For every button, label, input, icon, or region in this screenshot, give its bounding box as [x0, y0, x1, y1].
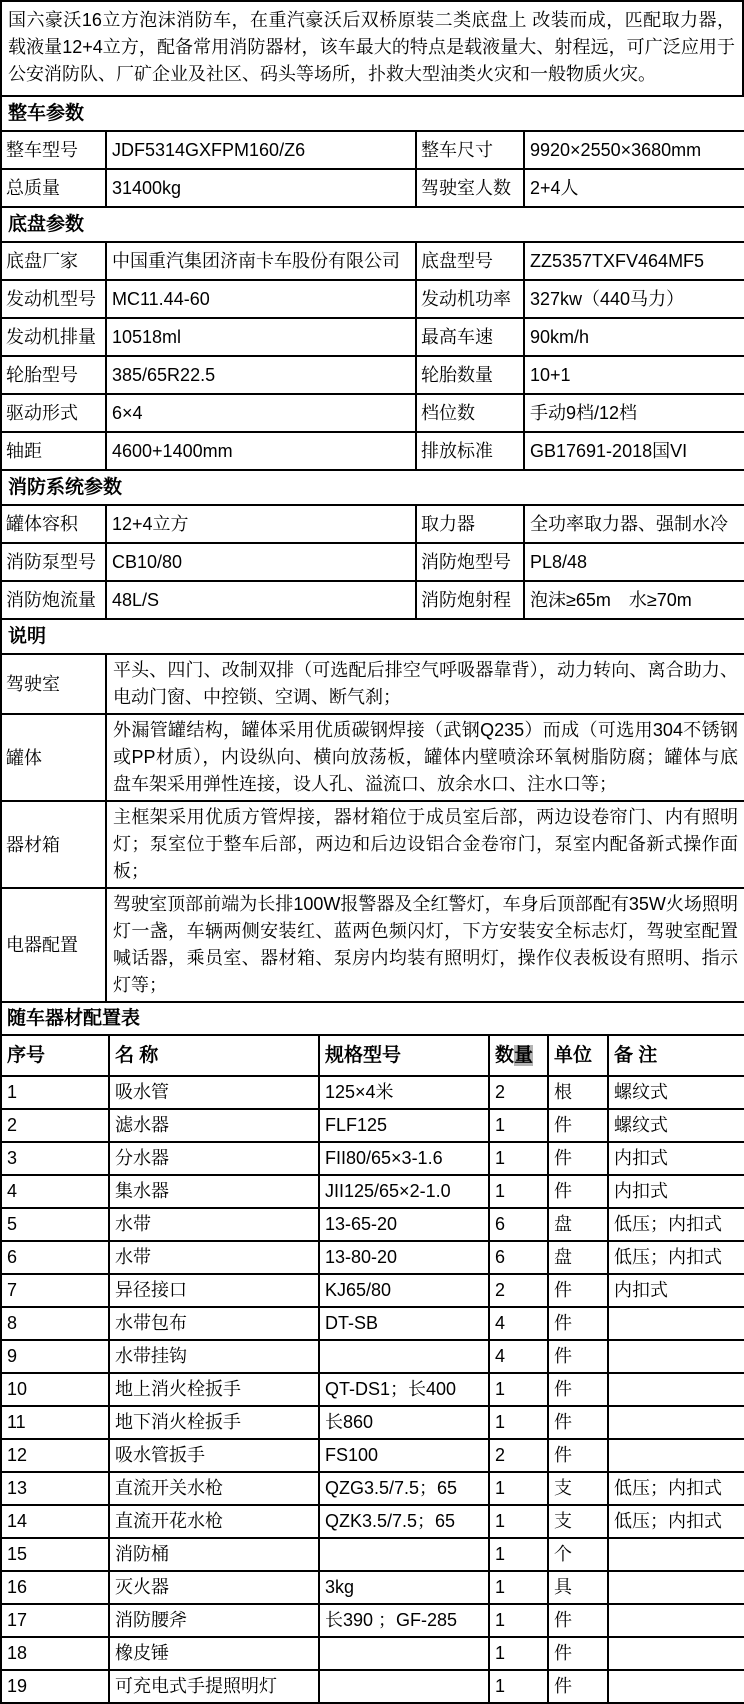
equipment-note: 低压；内扣式: [608, 1241, 744, 1274]
equipment-spec: [319, 1340, 489, 1373]
equipment-no: 17: [1, 1604, 109, 1637]
param-label: 排放标准: [416, 432, 524, 470]
equipment-qty: 1: [489, 1175, 548, 1208]
equipment-qty: 2: [489, 1439, 548, 1472]
equipment-name: 吸水管: [109, 1076, 319, 1109]
equipment-table: [0, 1001, 744, 1704]
param-value: 全功率取力器、强制水冷: [524, 505, 744, 543]
equipment-unit: 件: [548, 1175, 608, 1208]
equipment-spec: QZG3.5/7.5；65: [319, 1472, 489, 1505]
param-label: 罐体容积: [1, 505, 106, 543]
equipment-no: 7: [1, 1274, 109, 1307]
param-label: 消防炮射程: [416, 581, 524, 619]
equipment-qty: 1: [489, 1571, 548, 1604]
param-value: 10518ml: [106, 318, 416, 356]
param-value: 中国重汽集团济南卡车股份有限公司: [106, 242, 416, 280]
equipment-name: 集水器: [109, 1175, 319, 1208]
equipment-name: 滤水器: [109, 1109, 319, 1142]
equipment-unit: 件: [548, 1274, 608, 1307]
equipment-qty: 6: [489, 1241, 548, 1274]
equipment-spec: 长860: [319, 1406, 489, 1439]
note-label: 电器配置: [1, 888, 106, 1002]
param-row: [1, 356, 744, 394]
equipment-unit: 件: [548, 1670, 608, 1703]
equipment-note: 内扣式: [608, 1175, 744, 1208]
param-value: 手动9档/12档: [524, 394, 744, 432]
equipment-note: [608, 1604, 744, 1637]
param-label: 发动机功率: [416, 280, 524, 318]
equipment-spec: 125×4米: [319, 1076, 489, 1109]
col-header-qty-highlighted-text: 量: [514, 1045, 534, 1066]
note-row: [1, 801, 744, 888]
equipment-qty: 6: [489, 1208, 548, 1241]
param-row: [1, 581, 744, 619]
equipment-spec: 3kg: [319, 1571, 489, 1604]
equipment-no: 8: [1, 1307, 109, 1340]
equipment-spec: 长390 ；GF-285: [319, 1604, 489, 1637]
equipment-unit: 个: [548, 1538, 608, 1571]
equipment-qty: 1: [489, 1472, 548, 1505]
equipment-note: 低压；内扣式: [608, 1472, 744, 1505]
equipment-note: [608, 1307, 744, 1340]
equipment-unit: 件: [548, 1406, 608, 1439]
equipment-name: 消防腰斧: [109, 1604, 319, 1637]
equipment-no: 15: [1, 1538, 109, 1571]
equipment-name: 分水器: [109, 1142, 319, 1175]
param-value: GB17691-2018国VI: [524, 432, 744, 470]
param-value: CB10/80: [106, 543, 416, 581]
param-row: [1, 242, 744, 280]
equipment-unit: 件: [548, 1142, 608, 1175]
param-label: 发动机型号: [1, 280, 106, 318]
param-value: 48L/S: [106, 581, 416, 619]
equipment-qty: 1: [489, 1109, 548, 1142]
equipment-note: 内扣式: [608, 1142, 744, 1175]
equipment-row: [1, 1538, 744, 1571]
param-value: 12+4立方: [106, 505, 416, 543]
equipment-note: [608, 1571, 744, 1604]
equipment-name: 消防桶: [109, 1538, 319, 1571]
param-row: [1, 131, 744, 169]
param-label: 整车尺寸: [416, 131, 524, 169]
equipment-header-row: [1, 1035, 744, 1076]
section-title-equipment: 随车器材配置表: [1, 1002, 744, 1035]
equipment-unit: 件: [548, 1307, 608, 1340]
equipment-row: [1, 1670, 744, 1703]
equipment-qty: 4: [489, 1340, 548, 1373]
equipment-name: 异径接口: [109, 1274, 319, 1307]
equipment-row: [1, 1109, 744, 1142]
equipment-qty: 1: [489, 1538, 548, 1571]
equipment-unit: 具: [548, 1571, 608, 1604]
vehicle-params-table: [0, 95, 744, 208]
section-title-chassis-params: 底盘参数: [1, 207, 744, 242]
equipment-name: 水带挂钩: [109, 1340, 319, 1373]
param-label: 整车型号: [1, 131, 106, 169]
param-label: 档位数: [416, 394, 524, 432]
equipment-spec: [319, 1637, 489, 1670]
equipment-qty: 1: [489, 1670, 548, 1703]
equipment-unit: 根: [548, 1076, 608, 1109]
note-label: 器材箱: [1, 801, 106, 888]
param-value: 10+1: [524, 356, 744, 394]
equipment-no: 4: [1, 1175, 109, 1208]
equipment-unit: 件: [548, 1604, 608, 1637]
param-row: [1, 280, 744, 318]
equipment-unit: 件: [548, 1109, 608, 1142]
equipment-no: 1: [1, 1076, 109, 1109]
equipment-qty: 4: [489, 1307, 548, 1340]
equipment-unit: 盘: [548, 1208, 608, 1241]
param-label: 底盘型号: [416, 242, 524, 280]
param-row: [1, 505, 744, 543]
equipment-note: [608, 1340, 744, 1373]
equipment-row: [1, 1604, 744, 1637]
note-text: 主框架采用优质方管焊接，器材箱位于成员室后部，两边设卷帘门、内有照明灯；泵室位于整车后部，两边和后边设铝合金卷帘门，泵室内配备新式操作面板；: [106, 801, 744, 888]
section-title-row: [1, 470, 744, 505]
equipment-note: 低压；内扣式: [608, 1505, 744, 1538]
param-value: JDF5314GXFPM160/Z6: [106, 131, 416, 169]
equipment-spec: QT-DS1；长400: [319, 1373, 489, 1406]
equipment-name: 橡皮锤: [109, 1637, 319, 1670]
equipment-note: 螺纹式: [608, 1109, 744, 1142]
equipment-name: 可充电式手提照明灯: [109, 1670, 319, 1703]
equipment-no: 16: [1, 1571, 109, 1604]
param-label: 驱动形式: [1, 394, 106, 432]
param-value: 90km/h: [524, 318, 744, 356]
param-label: 底盘厂家: [1, 242, 106, 280]
equipment-no: 9: [1, 1340, 109, 1373]
intro-paragraph: 国六豪沃16立方泡沫消防车，在重汽豪沃后双桥原装二类底盘上 改装而成，匹配取力器，载液量12+4立方，配备常用消防器材，该车最大的特点是载液量大、射程远，可广泛应用于公安消防队、厂矿企业及社区、码头等场所，扑救大型油类火灾和一般物质火灾。: [0, 0, 744, 97]
equipment-spec: FS100: [319, 1439, 489, 1472]
section-title-notes: 说明: [1, 619, 744, 654]
param-value: 385/65R22.5: [106, 356, 416, 394]
param-value: 9920×2550×3680mm: [524, 131, 744, 169]
equipment-row: [1, 1472, 744, 1505]
note-label: 驾驶室: [1, 654, 106, 714]
col-header-name: 名 称: [109, 1035, 319, 1076]
param-row: [1, 318, 744, 356]
param-value: MC11.44-60: [106, 280, 416, 318]
equipment-note: [608, 1439, 744, 1472]
equipment-row: [1, 1208, 744, 1241]
param-label: 发动机排量: [1, 318, 106, 356]
equipment-qty: 2: [489, 1274, 548, 1307]
equipment-no: 3: [1, 1142, 109, 1175]
param-value: ZZ5357TXFV464MF5: [524, 242, 744, 280]
equipment-name: 地上消火栓扳手: [109, 1373, 319, 1406]
param-label: 轮胎数量: [416, 356, 524, 394]
col-header-qty-text: 数: [495, 1045, 515, 1066]
equipment-unit: 支: [548, 1505, 608, 1538]
equipment-no: 6: [1, 1241, 109, 1274]
param-row: [1, 543, 744, 581]
param-row: [1, 432, 744, 470]
equipment-row: [1, 1241, 744, 1274]
equipment-no: 13: [1, 1472, 109, 1505]
equipment-spec: FLF125: [319, 1109, 489, 1142]
equipment-name: 水带: [109, 1241, 319, 1274]
equipment-note: [608, 1637, 744, 1670]
param-row: [1, 169, 744, 207]
equipment-name: 吸水管扳手: [109, 1439, 319, 1472]
col-header-spec: 规格型号: [319, 1035, 489, 1076]
equipment-no: 14: [1, 1505, 109, 1538]
param-value: 4600+1400mm: [106, 432, 416, 470]
equipment-unit: 件: [548, 1373, 608, 1406]
equipment-row: [1, 1373, 744, 1406]
equipment-qty: 1: [489, 1142, 548, 1175]
equipment-row: [1, 1175, 744, 1208]
col-header-note: 备 注: [608, 1035, 744, 1076]
param-value: 2+4人: [524, 169, 744, 207]
equipment-no: 10: [1, 1373, 109, 1406]
equipment-unit: 盘: [548, 1241, 608, 1274]
equipment-name: 直流开花水枪: [109, 1505, 319, 1538]
param-value: 6×4: [106, 394, 416, 432]
equipment-spec: KJ65/80: [319, 1274, 489, 1307]
equipment-spec: [319, 1670, 489, 1703]
equipment-row: [1, 1637, 744, 1670]
section-title-row: [1, 619, 744, 654]
equipment-row: [1, 1307, 744, 1340]
param-row: [1, 394, 744, 432]
param-label: 取力器: [416, 505, 524, 543]
equipment-name: 地下消火栓扳手: [109, 1406, 319, 1439]
section-title-row: [1, 96, 744, 131]
col-header-unit: 单位: [548, 1035, 608, 1076]
section-title-vehicle-params: 整车参数: [1, 96, 744, 131]
section-title-row: [1, 1002, 744, 1035]
equipment-qty: 1: [489, 1604, 548, 1637]
equipment-no: 2: [1, 1109, 109, 1142]
equipment-spec: JII125/65×2-1.0: [319, 1175, 489, 1208]
equipment-name: 水带包布: [109, 1307, 319, 1340]
param-value: 泡沫≥65m 水≥70m: [524, 581, 744, 619]
equipment-note: [608, 1406, 744, 1439]
equipment-qty: 1: [489, 1406, 548, 1439]
param-value: 31400kg: [106, 169, 416, 207]
equipment-no: 12: [1, 1439, 109, 1472]
param-label: 消防炮型号: [416, 543, 524, 581]
equipment-unit: 件: [548, 1439, 608, 1472]
param-label: 消防炮流量: [1, 581, 106, 619]
param-label: 最高车速: [416, 318, 524, 356]
equipment-row: [1, 1076, 744, 1109]
equipment-row: [1, 1274, 744, 1307]
param-label: 驾驶室人数: [416, 169, 524, 207]
note-text: 平头、四门、改制双排（可选配后排空气呼吸器靠背），动力转向、离合助力、电动门窗、中控锁、空调、断气刹；: [106, 654, 744, 714]
param-label: 总质量: [1, 169, 106, 207]
note-text: 驾驶室顶部前端为长排100W报警器及全红警灯，车身后顶部配有35W火场照明灯一盏，车辆两侧安装红、蓝两色频闪灯，下方安装安全标志灯，驾驶室配置喊话器，乘员室、器材箱、泵房内均装有照明灯，操作仪表板设有照明、指示灯等；: [106, 888, 744, 1002]
equipment-note: [608, 1538, 744, 1571]
equipment-note: 低压；内扣式: [608, 1208, 744, 1241]
fire-system-params-table: [0, 469, 744, 620]
equipment-spec: QZK3.5/7.5；65: [319, 1505, 489, 1538]
equipment-qty: 1: [489, 1637, 548, 1670]
equipment-note: 内扣式: [608, 1274, 744, 1307]
equipment-spec: 13-80-20: [319, 1241, 489, 1274]
param-value: PL8/48: [524, 543, 744, 581]
chassis-params-table: [0, 206, 744, 471]
note-text: 外漏管罐结构，罐体采用优质碳钢焊接（武钢Q235）而成（可选用304不锈钢或PP材质），内设纵向、横向放荡板，罐体内壁喷涂环氧树脂防腐；罐体与底盘车架采用弹性连接，设人孔、溢流口、放余水口、注水口等；: [106, 714, 744, 801]
equipment-row: [1, 1406, 744, 1439]
equipment-name: 水带: [109, 1208, 319, 1241]
equipment-unit: 件: [548, 1637, 608, 1670]
note-label: 罐体: [1, 714, 106, 801]
equipment-qty: 2: [489, 1076, 548, 1109]
equipment-spec: FII80/65×3-1.6: [319, 1142, 489, 1175]
equipment-row: [1, 1142, 744, 1175]
col-header-no: 序号: [1, 1035, 109, 1076]
equipment-no: 11: [1, 1406, 109, 1439]
equipment-unit: 件: [548, 1340, 608, 1373]
note-row: [1, 654, 744, 714]
equipment-name: 灭火器: [109, 1571, 319, 1604]
note-row: [1, 888, 744, 1002]
equipment-spec: [319, 1538, 489, 1571]
equipment-no: 5: [1, 1208, 109, 1241]
equipment-no: 19: [1, 1670, 109, 1703]
section-title-fire-system-params: 消防系统参数: [1, 470, 744, 505]
equipment-row: [1, 1505, 744, 1538]
equipment-qty: 1: [489, 1505, 548, 1538]
param-value: 327kw（440马力）: [524, 280, 744, 318]
equipment-note: 螺纹式: [608, 1076, 744, 1109]
equipment-spec: 13-65-20: [319, 1208, 489, 1241]
equipment-name: 直流开关水枪: [109, 1472, 319, 1505]
equipment-note: [608, 1373, 744, 1406]
equipment-spec: DT-SB: [319, 1307, 489, 1340]
param-label: 轮胎型号: [1, 356, 106, 394]
note-row: [1, 714, 744, 801]
param-label: 消防泵型号: [1, 543, 106, 581]
equipment-note: [608, 1670, 744, 1703]
equipment-row: [1, 1571, 744, 1604]
notes-table: [0, 618, 744, 1003]
param-label: 轴距: [1, 432, 106, 470]
section-title-row: [1, 207, 744, 242]
equipment-row: [1, 1340, 744, 1373]
col-header-qty: [489, 1035, 548, 1076]
equipment-unit: 支: [548, 1472, 608, 1505]
equipment-no: 18: [1, 1637, 109, 1670]
equipment-row: [1, 1439, 744, 1472]
equipment-qty: 1: [489, 1373, 548, 1406]
